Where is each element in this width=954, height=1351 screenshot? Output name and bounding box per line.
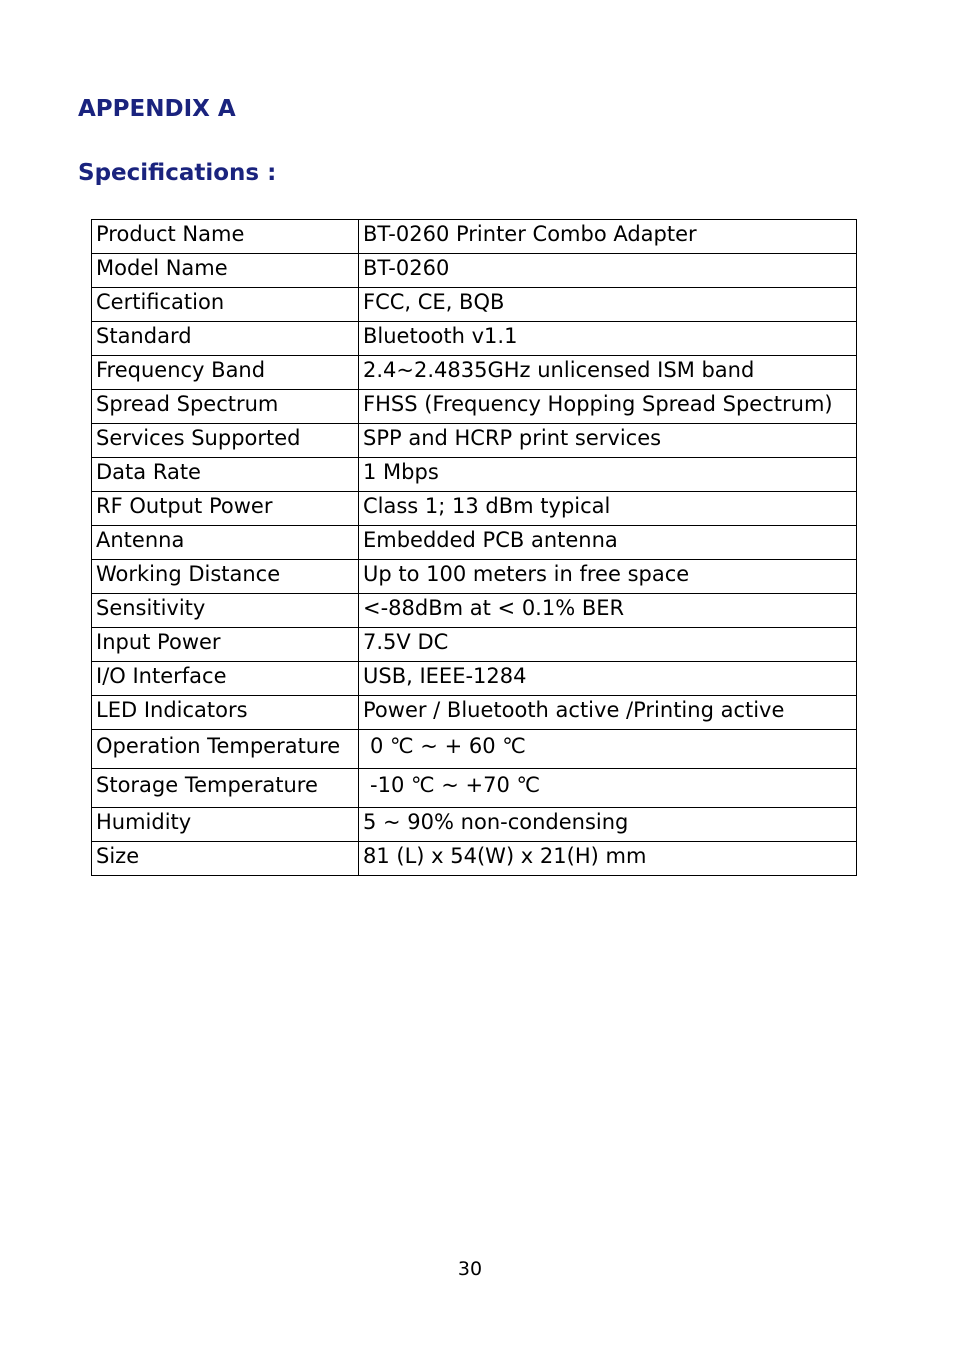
- spec-label: Storage Temperature: [92, 769, 359, 808]
- spec-value: 7.5V DC: [359, 628, 857, 662]
- spec-value: FCC, CE, BQB: [359, 288, 857, 322]
- table-row: [92, 492, 857, 526]
- spec-label: Frequency Band: [92, 356, 359, 390]
- table-row: [92, 628, 857, 662]
- page-number: 30: [457, 1258, 483, 1280]
- specifications-heading: Specifications :: [78, 160, 277, 186]
- spec-value: Power / Bluetooth active /Printing active: [359, 696, 857, 730]
- spec-label: Input Power: [92, 628, 359, 662]
- spec-value: 2.4~2.4835GHz unlicensed ISM band: [359, 356, 857, 390]
- spec-value: 5 ~ 90% non-condensing: [359, 808, 857, 842]
- specifications-table: [91, 219, 857, 876]
- spec-value: USB, IEEE-1284: [359, 662, 857, 696]
- spec-label: RF Output Power: [92, 492, 359, 526]
- appendix-heading: APPENDIX A: [78, 96, 236, 122]
- spec-label: Sensitivity: [92, 594, 359, 628]
- spec-label: Model Name: [92, 254, 359, 288]
- spec-label: Size: [92, 842, 359, 876]
- spec-label: Data Rate: [92, 458, 359, 492]
- table-row: [92, 356, 857, 390]
- spec-value: -10 ℃ ~ +70 ℃: [359, 769, 857, 808]
- spec-value: SPP and HCRP print services: [359, 424, 857, 458]
- spec-value: BT-0260: [359, 254, 857, 288]
- table-row: [92, 730, 857, 769]
- spec-value: BT-0260 Printer Combo Adapter: [359, 220, 857, 254]
- table-row: [92, 696, 857, 730]
- spec-value: 81 (L) x 54(W) x 21(H) mm: [359, 842, 857, 876]
- spec-label: Operation Temperature: [92, 730, 359, 769]
- spec-value: 1 Mbps: [359, 458, 857, 492]
- table-row: [92, 594, 857, 628]
- table-row: [92, 842, 857, 876]
- spec-label: I/O Interface: [92, 662, 359, 696]
- spec-label: Services Supported: [92, 424, 359, 458]
- spec-label: Certification: [92, 288, 359, 322]
- table-row: [92, 526, 857, 560]
- spec-label: Product Name: [92, 220, 359, 254]
- table-row: [92, 390, 857, 424]
- table-row: [92, 662, 857, 696]
- spec-label: Working Distance: [92, 560, 359, 594]
- spec-value: Class 1; 13 dBm typical: [359, 492, 857, 526]
- table-row: [92, 220, 857, 254]
- table-row: [92, 808, 857, 842]
- spec-value: Bluetooth v1.1: [359, 322, 857, 356]
- spec-label: Humidity: [92, 808, 359, 842]
- table-row: [92, 288, 857, 322]
- table-row: [92, 424, 857, 458]
- table-row: [92, 560, 857, 594]
- spec-value: Up to 100 meters in free space: [359, 560, 857, 594]
- spec-label: Standard: [92, 322, 359, 356]
- spec-value: 0 ℃ ~ + 60 ℃: [359, 730, 857, 769]
- table-row: [92, 322, 857, 356]
- spec-label: LED Indicators: [92, 696, 359, 730]
- table-row: [92, 254, 857, 288]
- spec-label: Antenna: [92, 526, 359, 560]
- table-row: [92, 769, 857, 808]
- spec-value: FHSS (Frequency Hopping Spread Spectrum): [359, 390, 857, 424]
- table-row: [92, 458, 857, 492]
- spec-value: Embedded PCB antenna: [359, 526, 857, 560]
- spec-label: Spread Spectrum: [92, 390, 359, 424]
- spec-value: <-88dBm at < 0.1% BER: [359, 594, 857, 628]
